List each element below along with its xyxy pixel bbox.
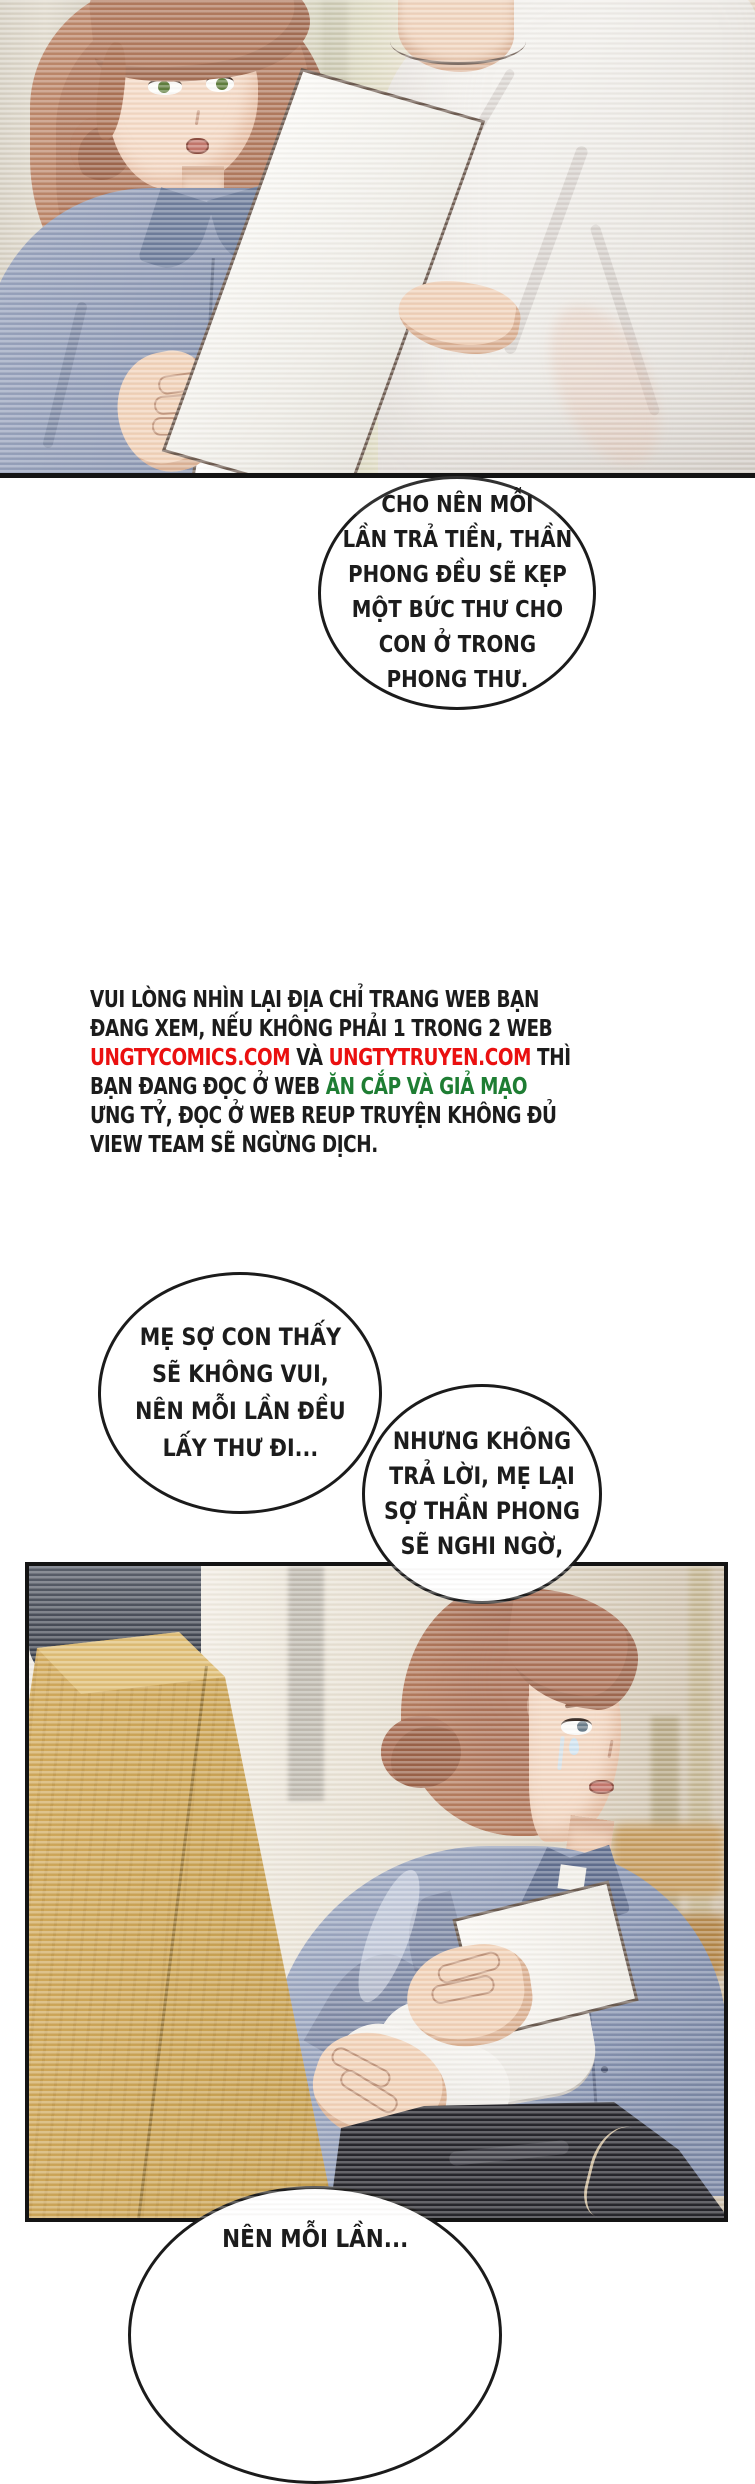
text-line: MỘT BỨC THƯ CHO [351,597,563,623]
mother-iris [216,78,228,90]
text-line: SẼ NGHI NGỜ, [400,1532,564,1560]
tear-drop [569,1738,579,1755]
panel-top [0,0,755,478]
notice-text-segment: UNGTYTRUYEN.COM [328,1045,532,1071]
notice-line [90,1102,557,1131]
speech-bubble-mother-3 [362,1384,602,1604]
notice-text-segment: ĂN CẮP VÀ GIẢ MẠO [325,1074,528,1100]
notice-text-segment: VÀ [290,1045,329,1071]
speech-bubble-mother-1 [318,476,596,710]
text-line: CHO NÊN MỖI [380,492,534,518]
mother-iris [577,1721,588,1732]
notice-text-segment: ĐANG XEM, NẾU KHÔNG PHẢI 1 TRONG 2 WEB [90,1016,553,1042]
mother-nose [195,110,200,125]
notice-line [90,1131,538,1160]
son-collar-line [390,18,526,65]
text-line: TRẢ LỜI, MẸ LẠI [389,1462,575,1490]
speech-text [384,1424,580,1564]
notice-text-segment: VIEW TEAM SẼ NGỪNG DỊCH. [90,1132,378,1158]
door-frame [288,1566,324,1801]
mother-iris [158,81,170,93]
mother-mouth [186,138,209,154]
notice-text-segment: THÌ [531,1045,571,1071]
text-line: SỢ THẦN PHONG [383,1497,581,1525]
text-line: LẦN TRẢ TIỀN, THẦN [342,527,572,553]
notice-line [90,1073,538,1102]
text-line: LẤY THƯ ĐI... [162,1434,318,1462]
text-line: PHONG ĐỀU SẼ KẸP [347,562,567,588]
translator-piracy-notice [90,986,571,1160]
notice-text-segment: VUI LÒNG NHÌN LẠI ĐỊA CHỈ TRANG WEB BẠN [90,987,540,1013]
text-line: NHƯNG KHÔNG [392,1427,572,1455]
text-line: NÊN MỖI LẦN... [221,2224,409,2253]
text-line: MẸ SỢ CON THẤY [139,1323,341,1351]
text-line: SẼ KHÔNG VUI, [151,1360,329,1388]
speech-text [342,488,571,698]
notice-text-segment: UNGTYCOMICS.COM [90,1045,291,1071]
mother-eye [561,1718,592,1735]
speech-bubble-mother-4-partial [128,2186,502,2484]
notice-text-segment: ƯNG TỶ, ĐỌC Ở WEB REUP TRUYỆN KHÔNG ĐỦ [90,1103,557,1129]
mother-hair-bun [381,1716,461,1788]
mother-mouth [589,1780,614,1794]
text-line: CON Ở TRONG [378,632,536,658]
text-line: NÊN MỖI LẦN ĐỀU [134,1397,346,1425]
notice-line [90,986,538,1015]
speech-bubble-mother-2 [98,1272,382,1514]
text-line: PHONG THƯ. [386,667,528,693]
shirt-button [601,2066,608,2073]
notice-text-segment: BẠN ĐANG ĐỌC Ở WEB [90,1074,326,1100]
speech-text [135,1319,346,1467]
mother-nose [607,1740,613,1758]
notice-line [90,1015,553,1044]
tear-streak [557,1736,565,1770]
speech-text [222,2221,408,2257]
notice-line [90,1044,571,1073]
panel-bottom [25,1562,728,2222]
